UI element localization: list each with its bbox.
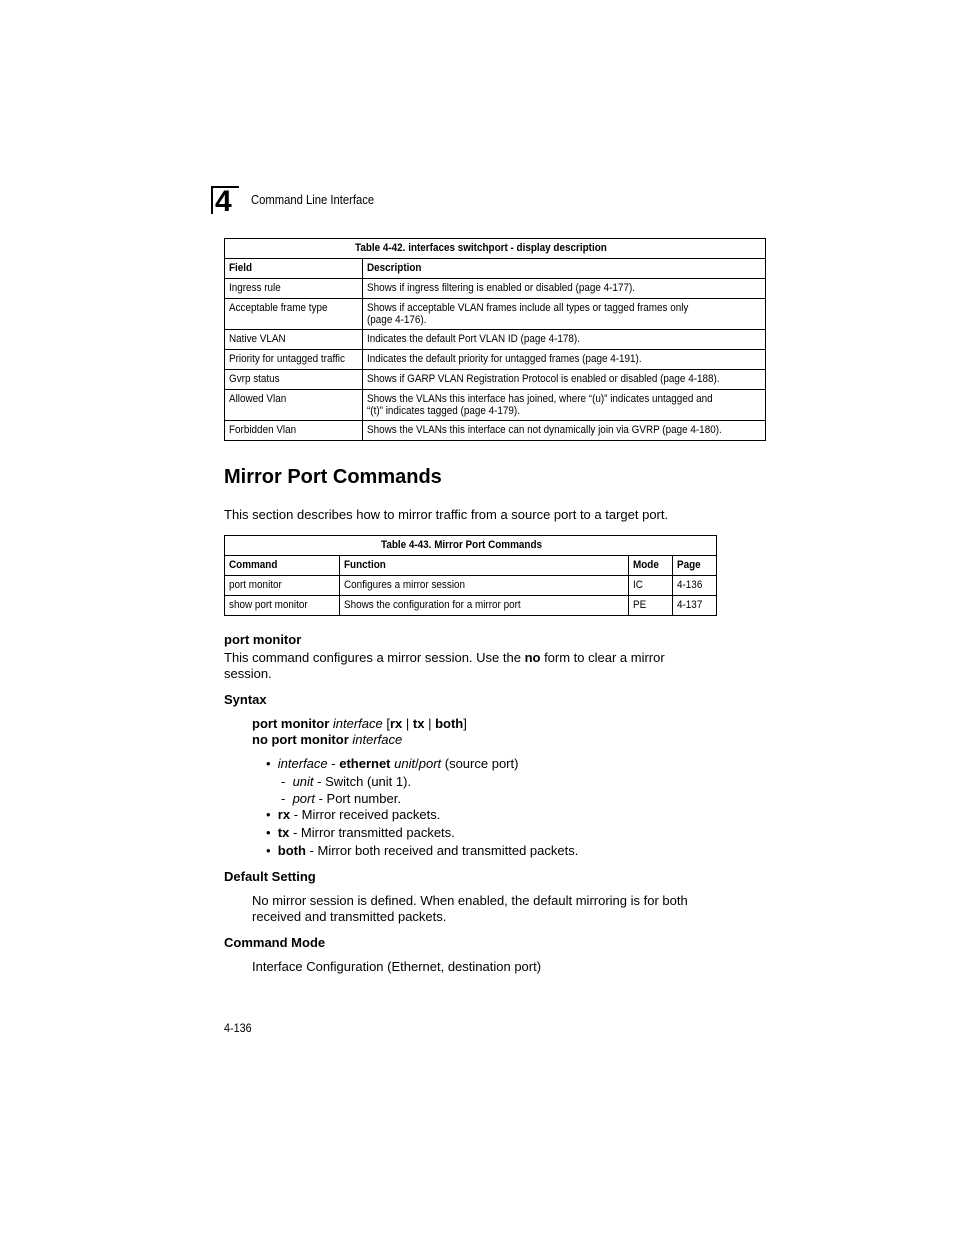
command-mode-text: Interface Configuration (Ethernet, destination port) bbox=[252, 959, 542, 974]
chapter-title: Command Line Interface bbox=[251, 193, 375, 207]
section-intro: This section describes how to mirror traffic from a source port to a target port. bbox=[224, 507, 669, 522]
param-both: • both - Mirror both received and transmitted packets. bbox=[266, 843, 579, 858]
default-setting-heading: Default Setting bbox=[224, 869, 316, 884]
table-header: Mode bbox=[629, 556, 673, 576]
table-header: Function bbox=[340, 556, 629, 576]
command-description: This command configures a mirror session. Use the no form to clear a mirror session. bbox=[224, 650, 665, 681]
param-port: - port - Port number. bbox=[281, 791, 401, 806]
table-row: Priority for untagged traffic Indicates the default priority for untagged frames (page 4-191). bbox=[225, 350, 766, 370]
chapter-number: 4 bbox=[211, 186, 239, 214]
param-rx: • rx - Mirror received packets. bbox=[266, 807, 441, 822]
display-description-table bbox=[224, 238, 766, 441]
table-row: Acceptable frame type Shows if acceptable VLAN frames include all types or tagged frames only (page 4-176). bbox=[225, 299, 766, 330]
table-row: Ingress rule Shows if ingress filtering is enabled or disabled (page 4-177). bbox=[225, 279, 766, 299]
table-row: port monitor Configures a mirror session IC 4-136 bbox=[225, 576, 717, 596]
table-header: Description bbox=[362, 259, 765, 279]
table-caption: Table 4-43. Mirror Port Commands bbox=[225, 536, 717, 556]
mirror-port-commands-table bbox=[224, 535, 717, 616]
table-header: Command bbox=[225, 556, 340, 576]
default-setting-text: No mirror session is defined. When enabled, the default mirroring is for both received and transmitted packets. bbox=[252, 893, 688, 924]
param-unit: - unit - Switch (unit 1). bbox=[281, 774, 412, 789]
command-mode-heading: Command Mode bbox=[224, 935, 326, 950]
syntax-line: port monitor interface [rx | tx | both] bbox=[252, 716, 467, 731]
syntax-line-no: no port monitor interface bbox=[252, 732, 403, 747]
param-interface: • interface - ethernet unit/port (source port) bbox=[266, 756, 519, 771]
command-name: port monitor bbox=[224, 632, 302, 647]
table-row: show port monitor Shows the configuration for a mirror port PE 4-137 bbox=[225, 596, 717, 616]
table-row: Gvrp status Shows if GARP VLAN Registration Protocol is enabled or disabled (page 4-188). bbox=[225, 370, 766, 390]
section-title: Mirror Port Commands bbox=[224, 466, 442, 488]
page-number: 4-136 bbox=[224, 1021, 252, 1035]
table-row: Forbidden Vlan Shows the VLANs this interface can not dynamically join via GVRP (page 4-180). bbox=[225, 421, 766, 441]
table-row: Native VLAN Indicates the default Port VLAN ID (page 4-178). bbox=[225, 330, 766, 350]
table-caption: Table 4-42. interfaces switchport - display description bbox=[225, 239, 766, 259]
param-tx: • tx - Mirror transmitted packets. bbox=[266, 825, 455, 840]
syntax-heading: Syntax bbox=[224, 692, 267, 707]
table-header: Field bbox=[225, 259, 363, 279]
table-header: Page bbox=[673, 556, 717, 576]
table-row: Allowed Vlan Shows the VLANs this interface has joined, where “(u)” indicates untagged and “(t)” indicates tagged (page 4-179). bbox=[225, 390, 766, 421]
